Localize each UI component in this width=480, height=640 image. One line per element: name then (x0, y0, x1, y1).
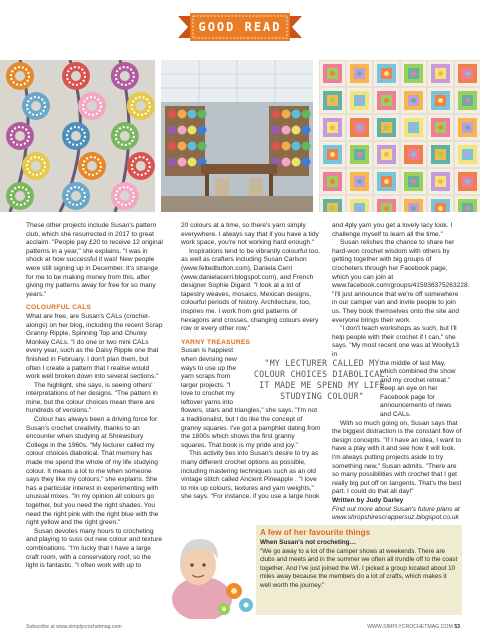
paragraph: Susan devotes many hours to crocheting and playing to suss out new colour and texture combinations. "I'm lucky that I have a large craft room, with a conservatory roof, so the light is fantastic. "I often work with up to (26, 527, 162, 570)
paragraph: and 4ply yarn you get a lovely lacy look. I challenge myself to learn all the time." (332, 222, 453, 238)
paragraph: With so much going on, Susan says that the biggest distraction is the constant flow of design concepts. "If I have an idea, I want to have a play with it and see how it will look. I'm always putting projects aside to try something new," Susan admits. "There are so many possibilities with crochet that I get really big put off on tangents. That's the best part. I could do that all day!" (332, 419, 462, 496)
footer-site-url: WWW.SIMPLYCROCHETMAG.COM (367, 624, 453, 630)
paragraph: What are free, are Susan's CALs (crochet-alongs) on her blog, including the recent Scrap Granny Ripple, Spinning Top and Chunky Monkey CALs. "I do one or two mini CALs every year, such as the Daisy Ripple one that finished in February. I don't plan them, but often I create a pattern that I realise would work well broken down into several sections." (26, 312, 163, 381)
pull-quote-text: "MY LECTURER CALLED MY COLOUR CHOICES DIABOLICAL. IT MADE ME SPEND MY LIFE STUDYING COLOUR" (253, 358, 391, 401)
favourite-things-box (172, 523, 462, 635)
find-out-more-note: Find out more about Susan's future plans at www.shropshirescrappersuz.blogspot.co.uk (332, 505, 460, 522)
feature-body: "We go away to a lot of the camper shows at weekends. There are clubs and meets and in the summer we often all trundle off to the coast together. And I've just joined the WI. I picked a group located about 10 miles away because the members do a lot of crafts, which makes it well worth the journey." (260, 548, 458, 589)
footer-site (367, 624, 460, 630)
paragraph: the middle of last May, which combined the show and my crochet retreat." Keep an eye on her Facebook page for announcements of news and CALs. (380, 359, 456, 419)
section-banner (178, 12, 302, 42)
feature-title: A few of her favourite things (260, 528, 371, 537)
footer-subscribe: Subscribe at www.simplycrochetmag.com (26, 624, 122, 630)
paragraph: Colour has always been a driving force for Susan's crochet creativity, thanks to an encounter when studying at Shrewsbury College in the 1960s. "My lecturer called my colour choices diabolical. That memory has made me spend the whole of my life studying colour. It means a lot to me when someone says they like my colours," she explains. She has a particular interest in experimenting with unusual mixes. "In my opinion all colours go together, but you need the right shades. You need the right pink with the right blue with the right yellow and the right green." (26, 416, 159, 527)
page-number: 53 (454, 624, 460, 630)
paragraph: "I don't teach workshops as such, but I'll help people with their crochet if I can," she says. "My most recent one was at Woolly13 in (332, 325, 460, 358)
paragraph: 20 colours at a time, so there's yarn simply everywhere. I always say that if you have a tidy work space, you're not working hard enough." (181, 222, 319, 247)
paragraph: Susan relishes the chance to share her hard-won crochet wisdom with others by getting together with big groups of crocheters through her Facebook page, which you can join at www.facebook.com/groups/415936375263228. "I'll just announce that we're off somewhere in our camper van and invite people to join us. They book themselves onto the site and everyone brings their work. (332, 239, 470, 324)
crochet-flowers-photo (0, 60, 155, 212)
article-column-1 (26, 222, 164, 571)
favourite-things-panel (256, 525, 462, 615)
paragraph: Inspirations tend to be vibrantly colourful too, as well as crafters including Susan Carlson (www.feltedbutton.com), Daniela Cerri (www.danielacerri.blogspot.com), and French designer Sophie Digard. "I look at a lot of tapestry weaves, mosaics, Mexican designs, colourful periods of history. Architecture, too, inspires me. I work from grid patterns of hexagons and crosses, changing colours every row or every other row." (181, 247, 320, 333)
craft-room-photo (161, 60, 313, 212)
subheading-colourful-cals: COLOURFUL CALS (26, 304, 92, 312)
paragraph: These other projects include Susan's pattern club, which she resurrected in 2017 to great acclaim. "People pay £20 to receive 12 original patterns in a year," she explains. "I was in shock at how successful it was! New people were still signing up in December. It's strange for me to be making money from this, after giving my patterns away for free for so many years." (26, 222, 163, 298)
subheading-yarny-treasures: YARNY TREASURES (181, 338, 251, 346)
granny-square-blanket-photo (319, 60, 480, 212)
paragraph: The highlight, she says, is seeing others' interpretations of her designs. "The pattern in mine, but the colour choices mean there are hundreds of versions." (26, 381, 158, 415)
paragraph: flowers, stars and triangles," she says. "I'm not a traditionalist, but I do like the concept of granny squares. I've got a pamphlet dating from the 1800s which shows the first granny squares. That book is my pride and joy." (181, 407, 321, 449)
article-column-3 (332, 222, 470, 523)
feature-subtitle: When Susan's not crocheting… (260, 539, 356, 546)
author-credit: Written by Judy Darley (332, 497, 404, 504)
paragraph: Susan is happiest when devising new ways to use up the yarn scraps from larger projects. "I love to crochet my leftover yarns into (181, 347, 237, 406)
paragraph: This activity ties into Susan's desire to try as many different crochet options as possible, including mastering techniques such as an old vintage stitch called Ancient Pineapple . "I love to mix up colours, textures and yarn weights," she says. "For instance, if you use a large hook (181, 450, 320, 501)
susan-portrait-photo (172, 523, 256, 619)
banner-label: GOOD READ (198, 20, 282, 34)
